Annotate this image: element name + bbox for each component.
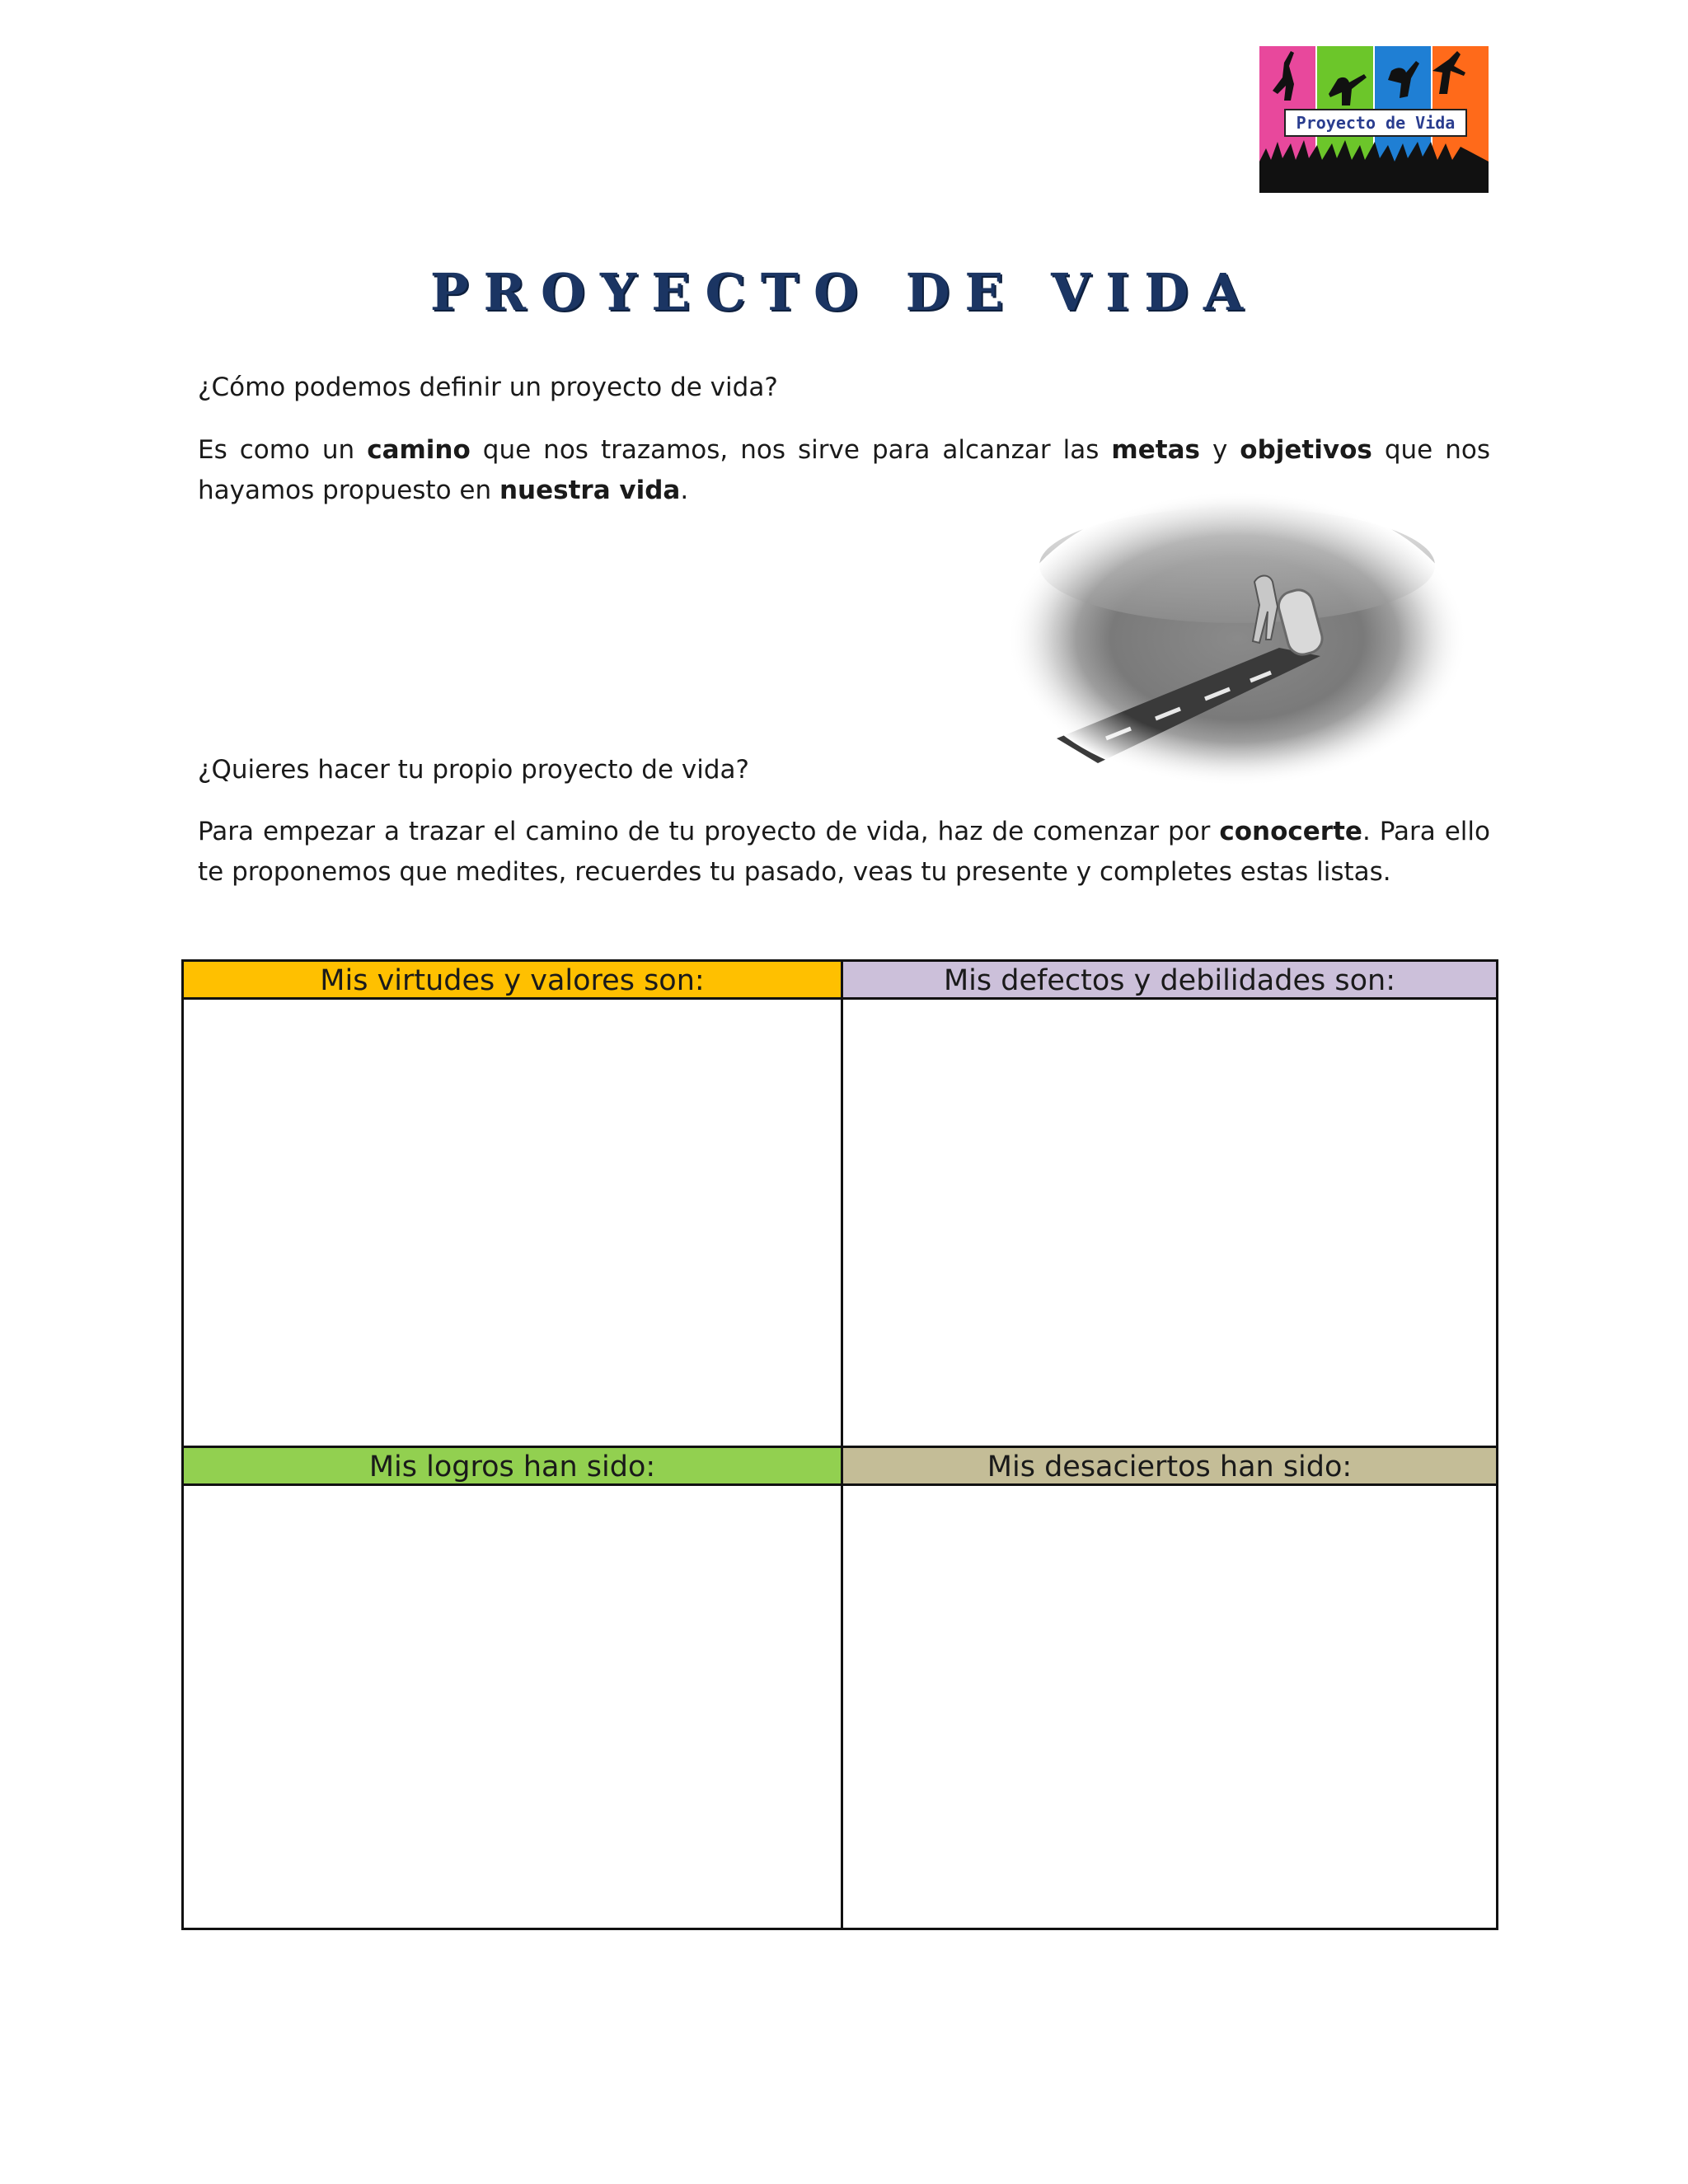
question-1: ¿Cómo podemos definir un proyecto de vida? xyxy=(198,373,778,402)
paragraph-2-bold-1: conocerte xyxy=(1219,817,1362,846)
desaciertos-header xyxy=(843,1448,1496,1486)
virtudes-header xyxy=(184,962,841,1000)
virtudes-area[interactable] xyxy=(184,1000,841,1446)
table-column-divider xyxy=(841,962,843,1928)
paragraph-1-bold-3: objetivos xyxy=(1240,435,1372,465)
defectos-header xyxy=(843,962,1496,1000)
desaciertos-label: Mis desaciertos han sido: xyxy=(987,1451,1353,1483)
paragraph-1-text-5: . xyxy=(680,476,689,505)
paragraph-1-text-3: y xyxy=(1199,435,1240,465)
paragraph-1-bold-4: nuestra vida xyxy=(499,476,681,505)
proyecto-de-vida-logo xyxy=(1259,46,1489,193)
paragraph-1-bold-2: metas xyxy=(1111,435,1200,465)
defectos-label: Mis defectos y debilidades son: xyxy=(943,964,1395,997)
page-title: PROYECTO DE VIDA xyxy=(429,262,1259,322)
defectos-area[interactable] xyxy=(843,1000,1496,1446)
paragraph-2-text-2: . Para ello te proponemos que medites, recuerdes tu pasado, veas tu presente y completes estas listas. xyxy=(198,817,1490,887)
paragraph-1-text-4: que nos hayamos propuesto en xyxy=(198,435,1490,505)
road-illustration xyxy=(1007,491,1467,786)
desaciertos-area[interactable] xyxy=(843,1486,1496,1928)
paragraph-1-text-2: que nos trazamos, nos sirve para alcanzar las xyxy=(470,435,1112,465)
road-illustration-graphic xyxy=(1007,491,1467,786)
paragraph-1-text-1: Es como un xyxy=(198,435,368,465)
logo-label: Proyecto de Vida xyxy=(1284,109,1467,137)
logros-area[interactable] xyxy=(184,1486,841,1928)
logros-label: Mis logros han sido: xyxy=(368,1451,656,1483)
virtudes-label: Mis virtudes y valores son: xyxy=(320,964,705,997)
question-2: ¿Quieres hacer tu propio proyecto de vida? xyxy=(198,755,749,785)
paragraph-1-bold-1: camino xyxy=(367,435,471,465)
paragraph-2-text-1: Para empezar a trazar el camino de tu proyecto de vida, haz de comenzar por xyxy=(198,817,1220,846)
paragraph-2 xyxy=(198,812,1490,893)
logros-header xyxy=(184,1448,841,1486)
self-knowledge-table xyxy=(181,959,1498,1930)
